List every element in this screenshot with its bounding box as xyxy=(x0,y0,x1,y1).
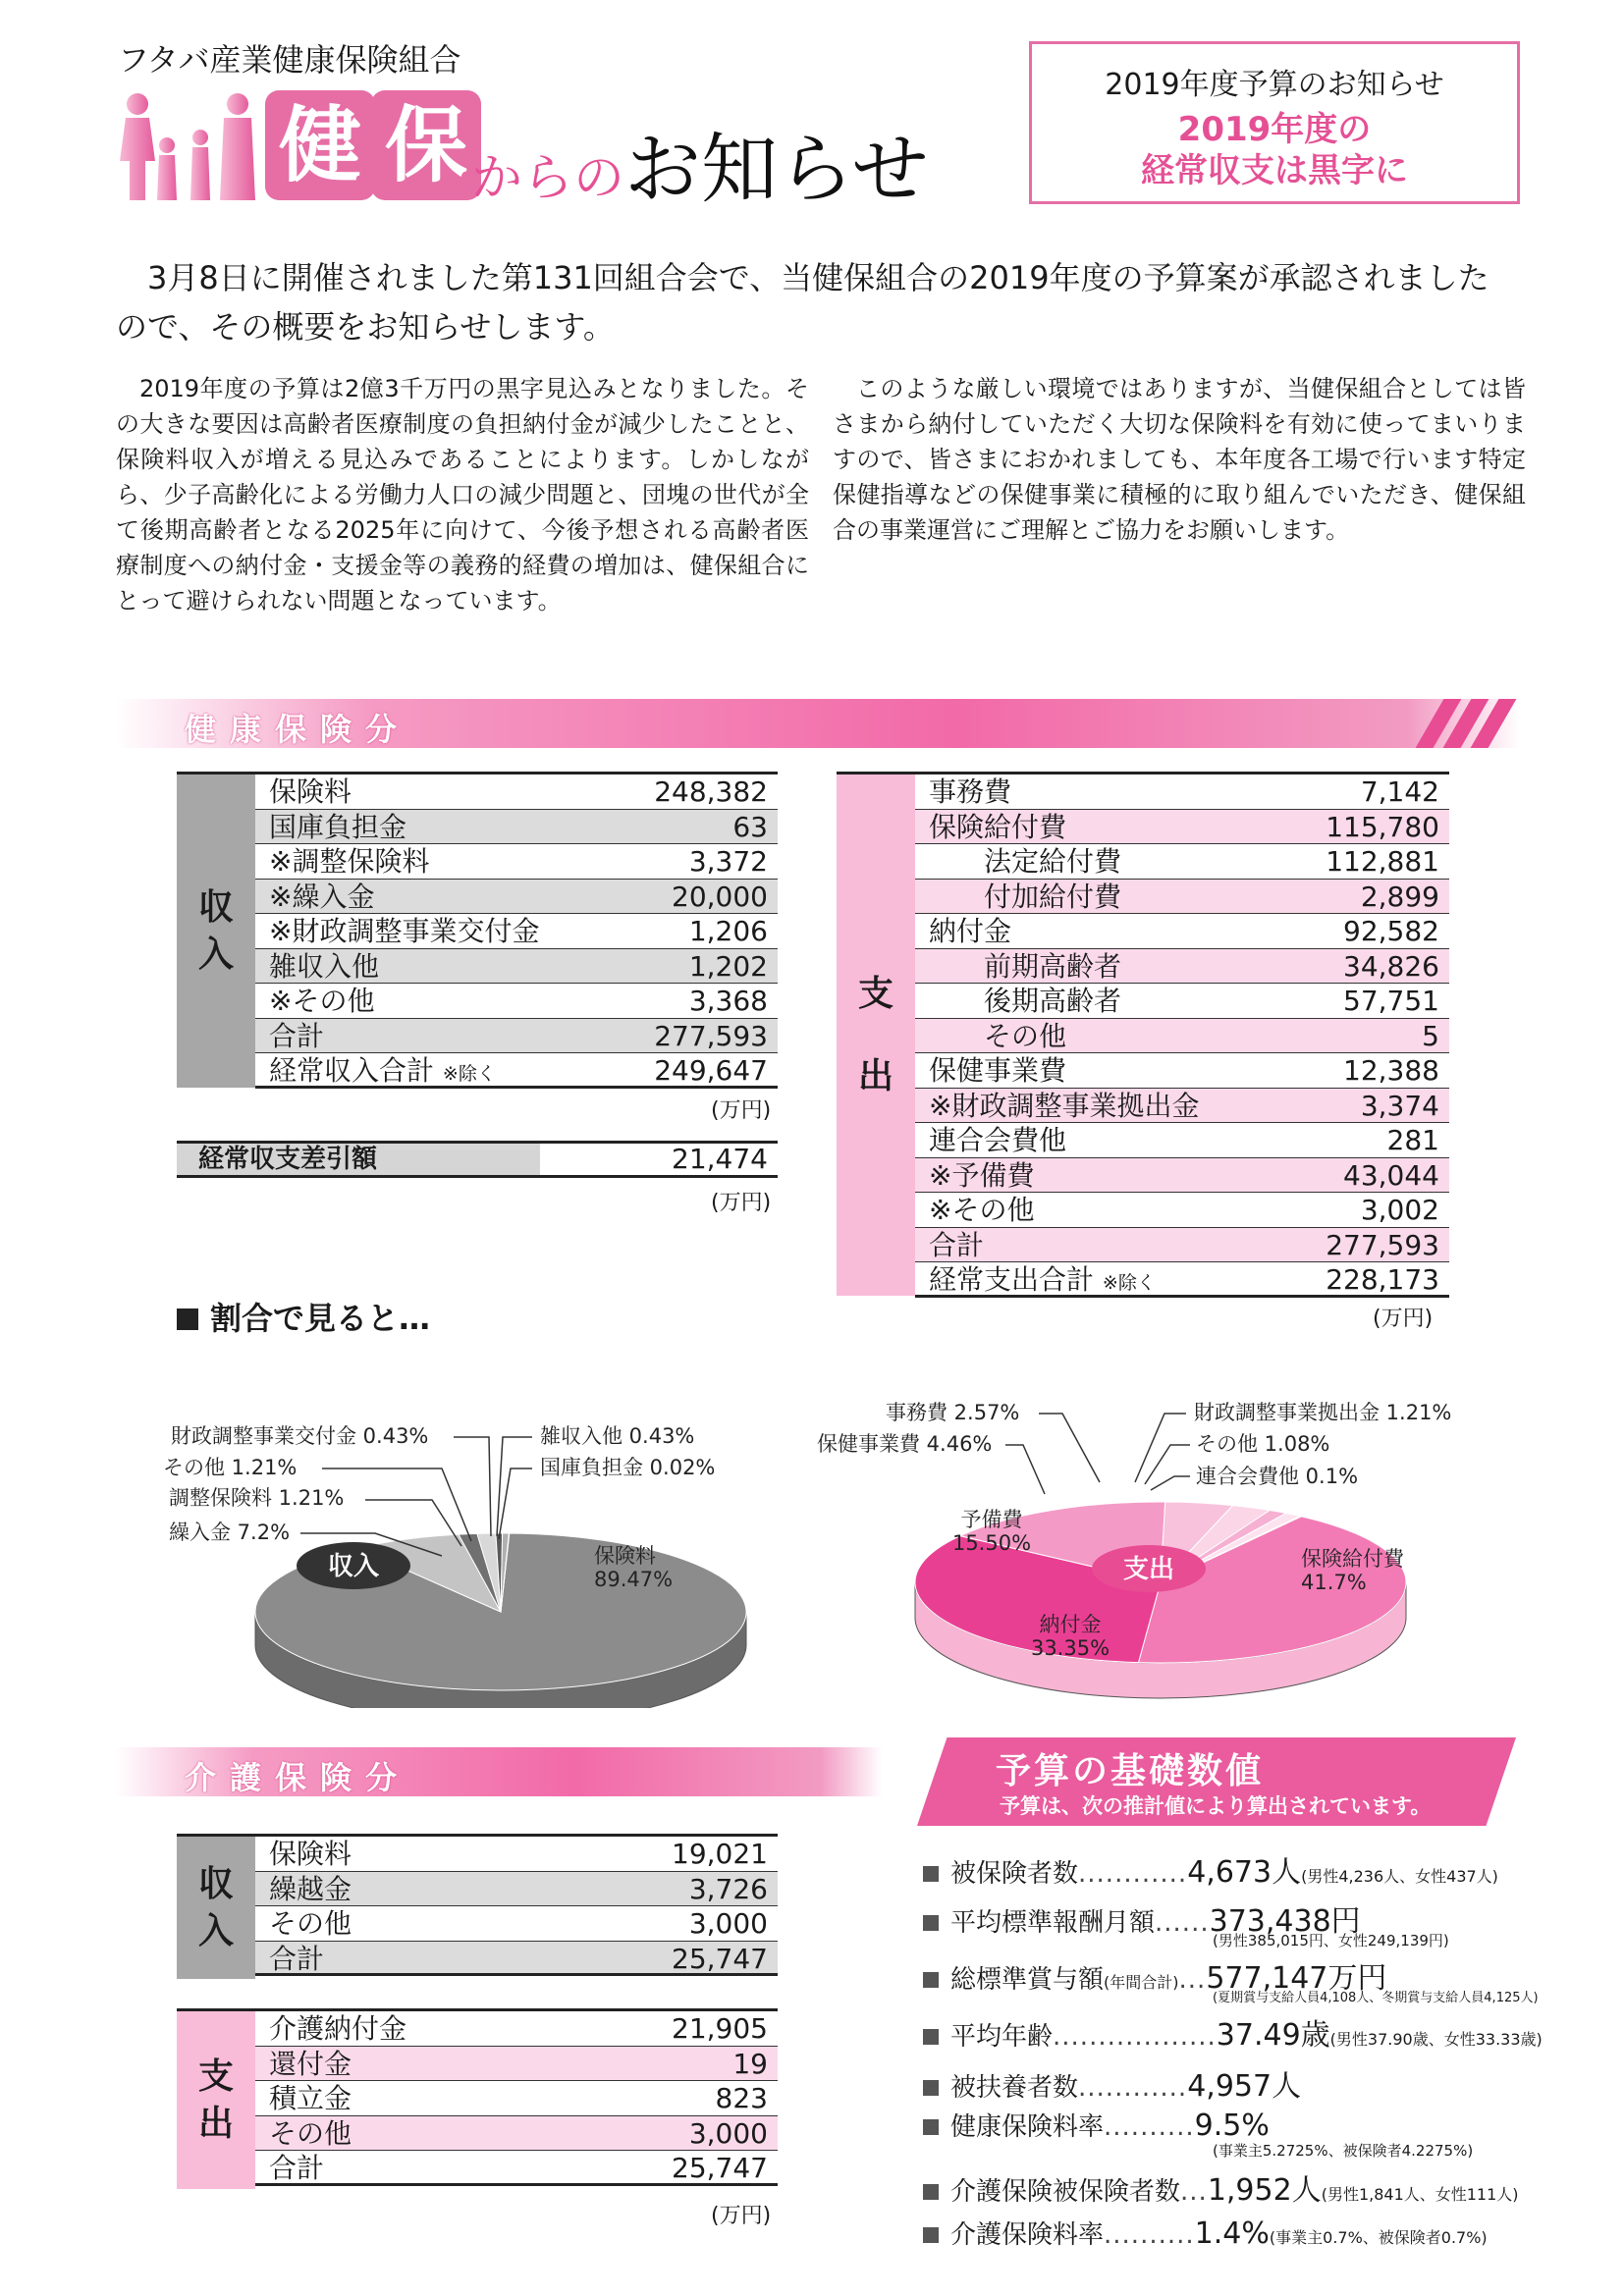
pie-center-label: 収入 xyxy=(327,1552,380,1581)
square-bullet-icon xyxy=(923,2080,939,2096)
pie-label: その他 1.08% xyxy=(1196,1432,1330,1456)
pie-center-label: 支出 xyxy=(1122,1555,1175,1584)
square-bullet-icon xyxy=(177,1308,198,1330)
ratio-heading: 割合で見ると… xyxy=(177,1294,430,1339)
unit-label: (万円) xyxy=(711,2204,772,2228)
page-title-logo xyxy=(116,90,931,214)
square-bullet-icon xyxy=(923,2184,939,2200)
pie-leader-line xyxy=(454,1437,491,1536)
health-income-table xyxy=(177,772,778,1088)
table-row: 法定給付費 112,881 xyxy=(915,844,1449,880)
table-row: ※財政調整事業交付金 1,206 xyxy=(255,914,778,949)
table-row: 積立金 823 xyxy=(255,2081,778,2116)
title-suffix: からのお知らせ xyxy=(471,126,929,214)
table-row: 保険料 248,382 xyxy=(255,774,778,810)
pie-label: 納付金 33.35% xyxy=(1030,1613,1110,1660)
square-bullet-icon xyxy=(923,1972,939,1988)
pie-leader-line xyxy=(1039,1414,1100,1482)
basic-item-insured-count: 被保険者数............4,673人(男性4,236人、女性437人) xyxy=(923,1847,1532,1891)
table-row: ※その他 3,002 xyxy=(915,1193,1449,1228)
notice-box xyxy=(1029,41,1520,204)
table-row-ordinary-total: 経常収入合計 ※除く 249,647 xyxy=(255,1053,778,1089)
side-label: 収 入 xyxy=(177,774,255,1088)
table-row: 繰越金 3,726 xyxy=(255,1872,778,1907)
lead-paragraph: 3月8日に開催されました第131回組合会で、当健保組合の2019年度の予算案が承認されましたので、その概要をお知らせします。 xyxy=(116,259,1489,346)
table-row: 国庫負担金 63 xyxy=(255,810,778,845)
basic-item-health-rate: 健康保険料率..........9.5% (事業主5.2725%、被保険者4.2275%) xyxy=(923,2107,1532,2143)
pie-label: 保健事業費 4.46% xyxy=(817,1432,993,1456)
table-row: 介護納付金 21,905 xyxy=(255,2011,778,2047)
table-row: ※調整保険料 3,372 xyxy=(255,844,778,880)
pie-label: 保険給付費 41.7% xyxy=(1301,1547,1404,1594)
table-row: 保険料 19,021 xyxy=(255,1837,778,1872)
table-row: 保健事業費 12,388 xyxy=(915,1053,1449,1089)
basic-item-care-rate: 介護保険料率..........1.4%(事業主0.7%、被保険者0.7%) xyxy=(923,2215,1532,2251)
table-row: 事務費 7,142 xyxy=(915,774,1449,810)
pie-label: 事務費 2.57% xyxy=(886,1401,1020,1424)
unit-label: (万円) xyxy=(711,1191,772,1215)
basic-item-care-insured: 介護保険被保険者数...1,952人(男性1,841人、女性111人) xyxy=(923,2165,1532,2209)
pie-label: 国庫負担金 0.02% xyxy=(540,1456,716,1479)
pie-label: 保険料 89.47% xyxy=(594,1544,674,1591)
section-banner-care: 介護保険分 xyxy=(116,1747,882,1796)
basic-item-avg-age: 平均年齢..................37.49歳(男性37.90歳、女性33.33歳) xyxy=(923,2010,1532,2054)
table-row: ※繰入金 20,000 xyxy=(255,880,778,915)
pie-label: 連合会費他 0.1% xyxy=(1196,1465,1359,1488)
unit-label: (万円) xyxy=(711,1098,772,1123)
unit-label: (万円) xyxy=(1373,1307,1434,1331)
table-row: その他 3,000 xyxy=(255,2116,778,2152)
square-bullet-icon xyxy=(923,1866,939,1882)
square-bullet-icon xyxy=(923,2029,939,2045)
body-paragraph-right: このような厳しい環境ではありますが、当健保組合としては皆さまから納付していただく大切な保険料を有効に使ってまいりますので、皆さまにおかれましても、本年度各工場で行います特定保健指導などの保健事業に積極的に取り組んでいただき、健保組合の事業運営にご理解とご協力をお願いします。 xyxy=(833,375,1526,544)
table-row: 前期高齢者 34,826 xyxy=(915,949,1449,985)
table-row-total: 合計 277,593 xyxy=(255,1019,778,1054)
side-label: 支 出 xyxy=(177,2011,255,2189)
table-row: 雑収入他 1,202 xyxy=(255,949,778,985)
table-row: 保険給付費 115,780 xyxy=(915,810,1449,845)
side-label: 支 出 xyxy=(837,774,915,1296)
income-pie-chart xyxy=(147,1374,815,1708)
basic-item-avg-monthly-salary: 平均標準報酬月額......373,438円 (男性385,015円、女性249,139円) xyxy=(923,1896,1532,1940)
table-row: 納付金 92,582 xyxy=(915,914,1449,949)
square-bullet-icon xyxy=(923,2227,939,2243)
table-row: その他 3,000 xyxy=(255,1906,778,1942)
notice-headline: 2019年度の 経常収支は黒字に xyxy=(1141,110,1408,190)
table-row-ordinary-total: 経常支出合計 ※除く 228,173 xyxy=(915,1262,1449,1298)
table-row: ※その他 3,368 xyxy=(255,984,778,1019)
care-income-table xyxy=(177,1834,778,1979)
table-row: その他 5 xyxy=(915,1019,1449,1054)
title-char-box: 保 xyxy=(371,90,481,200)
table-row-total: 合計 25,747 xyxy=(255,1942,778,1977)
square-bullet-icon xyxy=(923,1915,939,1931)
basic-figures-banner: 予算の基礎数値 予算は、次の推計値により算出されています。 xyxy=(917,1737,1516,1826)
table-row: 付加給付費 2,899 xyxy=(915,880,1449,915)
table-row: ※予備費 43,044 xyxy=(915,1158,1449,1194)
pie-leader-line xyxy=(1145,1445,1190,1484)
pie-leader-line xyxy=(499,1468,532,1539)
pie-label: 予備費 15.50% xyxy=(951,1508,1032,1555)
pie-leader-line xyxy=(1005,1445,1045,1494)
care-expense-table xyxy=(177,2008,778,2189)
table-row: 還付金 19 xyxy=(255,2047,778,2082)
pie-leader-line xyxy=(322,1468,471,1541)
pie-label: 財政調整事業拠出金 1.21% xyxy=(1194,1401,1452,1424)
health-expense-table xyxy=(837,772,1449,1296)
pie-leader-line xyxy=(1135,1414,1186,1482)
side-label: 収 入 xyxy=(177,1837,255,1979)
organization-name: フタバ産業健康保険組合 xyxy=(118,41,461,79)
basic-item-total-bonus: 総標準賞与額(年間合計)...577,147万円 (夏期賞与支給人員4,108人、冬期賞与支給人員4,125人) xyxy=(923,1953,1532,1997)
body-paragraph-left: 2019年度の予算は2億3千万円の黒字見込みとなりました。その大きな要因は高齢者医療制度の負担納付金が減少したことと、保険料収入が増える見込みであることによります。しかしながら、少子高齢化による労働力人口の減少問題と、団塊の世代が全て後期高齢者となる2025年に向けて、今後予想される高齢者医療制度への納付金・支援金等の義務的経費の増加は、健保組合にとって避けられない問題となっています。 xyxy=(116,375,809,614)
table-row: 後期高齢者 57,751 xyxy=(915,984,1449,1019)
table-row-total: 合計 25,747 xyxy=(255,2151,778,2186)
family-icon xyxy=(116,90,263,208)
balance-difference-row: 経常収支差引額 21,474 xyxy=(177,1141,778,1178)
pie-label: 繰入金 7.2% xyxy=(169,1521,291,1544)
expense-pie-chart xyxy=(805,1374,1522,1708)
square-bullet-icon xyxy=(923,2119,939,2135)
table-row: ※財政調整事業拠出金 3,374 xyxy=(915,1089,1449,1124)
title-char-box: 健 xyxy=(265,90,375,200)
table-row-total: 合計 277,593 xyxy=(915,1228,1449,1263)
pie-leader-line xyxy=(1151,1476,1190,1490)
pie-label: 財政調整事業交付金 0.43% xyxy=(171,1424,429,1448)
table-row: 連合会費他 281 xyxy=(915,1123,1449,1158)
basic-item-dependents: 被扶養者数............4,957人 xyxy=(923,2061,1532,2105)
pie-label: その他 1.21% xyxy=(163,1456,298,1479)
notice-line: 2019年度予算のお知らせ xyxy=(1105,68,1444,102)
section-banner-health: 健康保険分 xyxy=(116,699,1520,748)
pie-label: 雑収入他 0.43% xyxy=(540,1424,695,1448)
pie-label: 調整保険料 1.21% xyxy=(169,1486,345,1510)
